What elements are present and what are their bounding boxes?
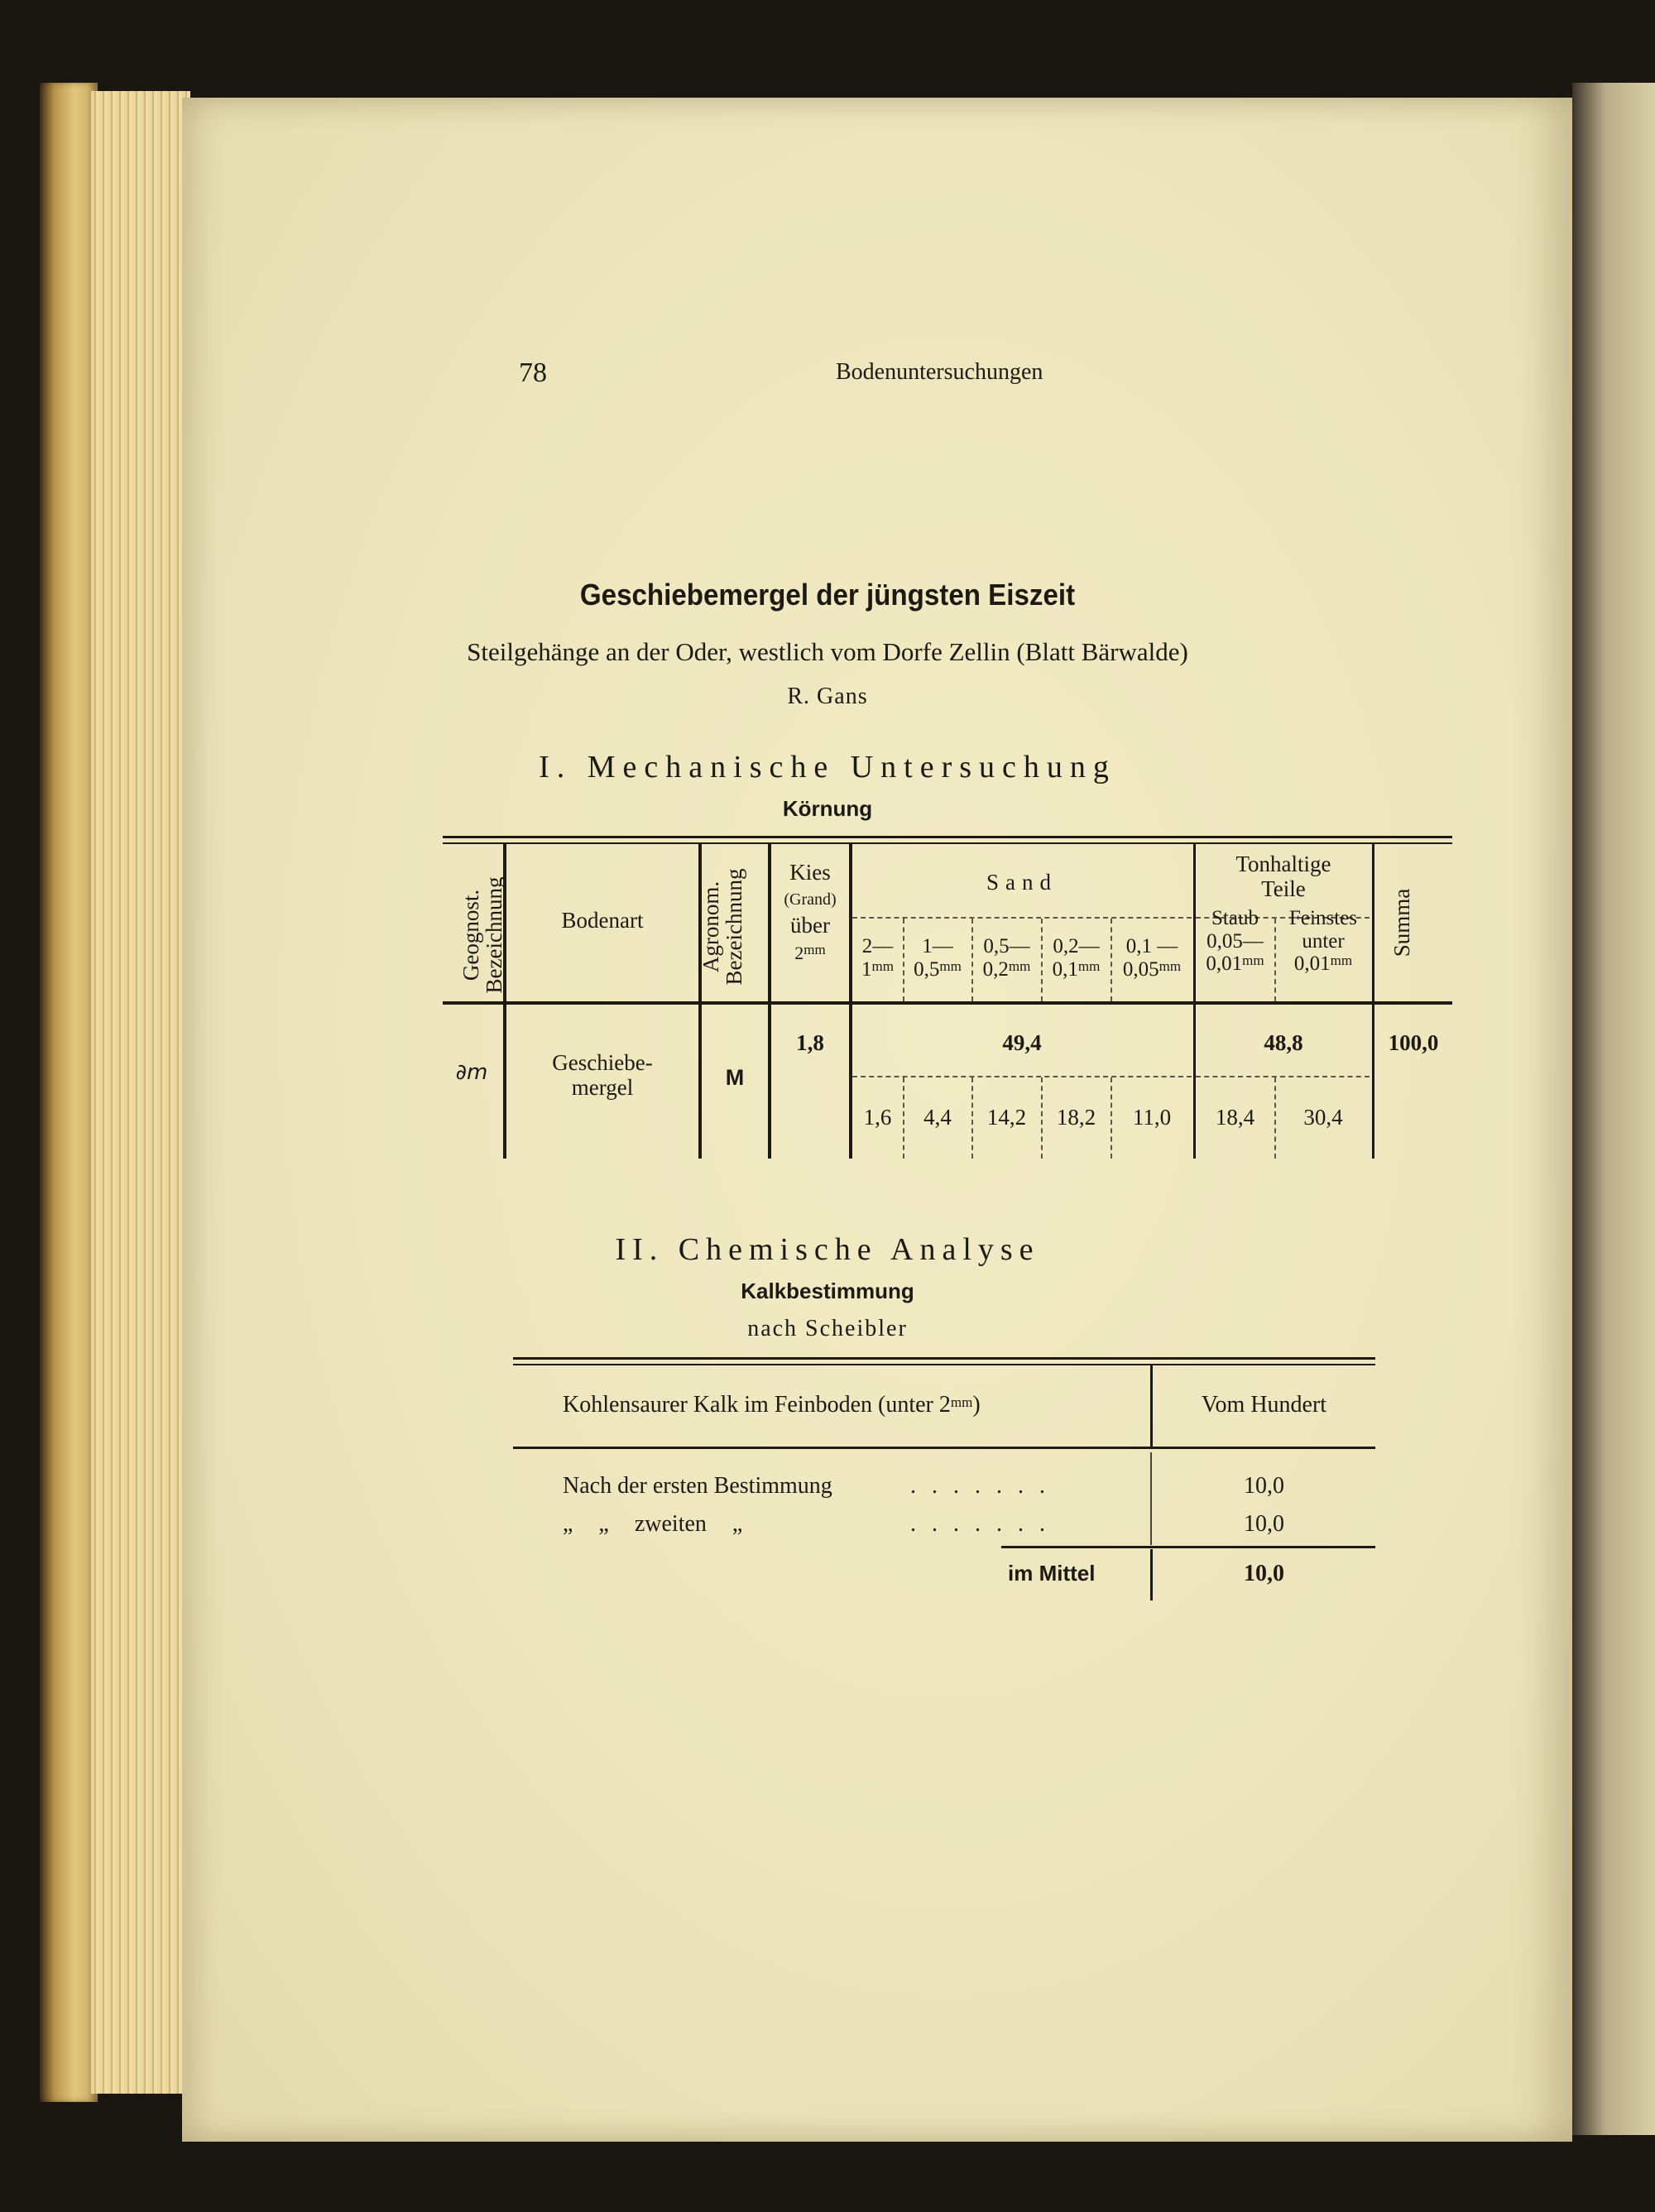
row-sand-value: 11,0 (1132, 1105, 1172, 1130)
row-ton-value: 30,4 (1303, 1105, 1343, 1130)
page-title: Geschiebemergel der jüngsten Eiszeit (579, 578, 1076, 612)
table-top-rule (443, 836, 1452, 838)
row-geognost: ∂m (455, 1060, 488, 1085)
row-sand-value: 18,2 (1056, 1105, 1096, 1130)
book-spine-edge (40, 83, 98, 2102)
header-sand-01-005: 0,1 — $0,05^{mm}$ (1122, 935, 1182, 981)
header-geognost (459, 844, 517, 1026)
row-summa: 100,0 (1388, 1030, 1439, 1055)
author-line: R. Gans (787, 684, 868, 709)
method-line: nach Scheibler (747, 1316, 908, 1341)
row-agronom: M (725, 1065, 745, 1090)
header-agronom-line2: Bezeichnung (722, 868, 747, 986)
header-sand-02-01: 0,2— $0,1^{mm}$ (1052, 935, 1101, 981)
row-ton-total: 48,8 (1264, 1030, 1303, 1055)
facing-page-edge (1572, 83, 1655, 2135)
section-heading-chemical: II. Chemische Analyse (615, 1232, 1040, 1267)
table-header-rule (443, 1001, 1452, 1005)
row-ton-value: 18,4 (1215, 1105, 1255, 1130)
chem-col-right-header: Vom Hundert (1201, 1392, 1327, 1418)
running-head: Bodenuntersuchungen (836, 359, 1043, 385)
header-feinstes-line3: $0,01^{mm}$ (1293, 952, 1353, 975)
header-agronom (699, 832, 765, 1022)
header-kies-line1: Kies (789, 860, 831, 885)
row-sand-value: 4,4 (923, 1105, 952, 1130)
header-agronom-line1: Agronom. (698, 880, 723, 973)
row-bodenart (506, 1051, 698, 1100)
chem-row-value: 10,0 (1244, 1473, 1284, 1499)
chem-row-value: 10,0 (1244, 1511, 1284, 1537)
row-sand-value: 1,6 (863, 1105, 892, 1130)
section-heading-mechanical: I. Mechanische Untersuchung (539, 750, 1116, 785)
chem-col-left-header: Kohlensaurer Kalk im Feinboden (unter $2^{mm}$) (563, 1392, 981, 1418)
header-summa: Summa (1389, 888, 1414, 957)
chem-mean-value: 10,0 (1244, 1561, 1284, 1586)
header-tonhaltige (1196, 852, 1371, 901)
row-bodenart-line2: mergel (571, 1074, 634, 1100)
chem-row-dots: . . . . . . . (910, 1473, 1050, 1499)
header-sand-2-1: 2— $1^{mm}$ (861, 935, 894, 981)
chem-mean-rule (1001, 1546, 1375, 1548)
header-staub (1196, 907, 1274, 976)
header-sand-1-05: 1— $0,5^{mm}$ (914, 935, 962, 981)
chem-top-rule (513, 1357, 1375, 1360)
header-kies (771, 861, 849, 964)
chem-row-dots: . . . . . . . (910, 1511, 1050, 1537)
chem-header-rule (513, 1447, 1375, 1449)
chem-top-rule-thin (513, 1364, 1375, 1365)
chem-mean-label: im Mittel (1008, 1561, 1096, 1586)
header-staub-line1: Staub (1211, 907, 1259, 929)
section-subheading-kornung: Körnung (782, 796, 873, 821)
header-tonhaltige-line2: Teile (1261, 876, 1306, 901)
col-rule-6 (1372, 844, 1374, 1159)
chem-row-label: Nach der ersten Bestimmung (563, 1473, 832, 1499)
header-staub-line2: 0,05— (1206, 929, 1264, 952)
row-sand-total: 49,4 (1002, 1030, 1042, 1055)
header-feinstes-line2: unter (1302, 929, 1345, 952)
header-kies-grand: (Grand) (784, 890, 837, 909)
header-sand-05-02: 0,5— $0,2^{mm}$ (982, 935, 1031, 981)
row-kies: 1,8 (796, 1030, 824, 1055)
page-stack-edge (91, 91, 190, 2094)
header-feinstes-line1: Feinstes (1289, 907, 1357, 929)
page-number: 78 (519, 357, 547, 388)
row-bodenart-line1: Geschiebe- (552, 1050, 653, 1075)
header-bodenart: Bodenart (561, 908, 644, 933)
section-subheading-kalk: Kalkbestimmung (741, 1279, 914, 1303)
row-sand-value: 14,2 (986, 1105, 1027, 1130)
chem-row-label: „ „ zweiten „ (563, 1511, 743, 1537)
chem-col-rule-body (1150, 1452, 1152, 1545)
table-top-rule-thin (443, 842, 1452, 844)
header-feinstes (1275, 907, 1371, 976)
header-staub-line3: $0,01^{mm}$ (1206, 952, 1264, 975)
header-sand: Sand (986, 870, 1058, 895)
header-kies-uber: über (790, 912, 830, 938)
header-geognost-line2: Bezeichnung (482, 876, 507, 994)
header-geognost-line1: Geognost. (458, 889, 483, 981)
ton-body-divider (1196, 1076, 1370, 1077)
header-kies-size: $2^{mm}$ (794, 942, 826, 964)
header-tonhaltige-line1: Tonhaltige (1235, 852, 1331, 876)
location-subtitle: Steilgehänge an der Oder, westlich vom Dorfe Zellin (Blatt Bärwalde) (467, 637, 1188, 666)
